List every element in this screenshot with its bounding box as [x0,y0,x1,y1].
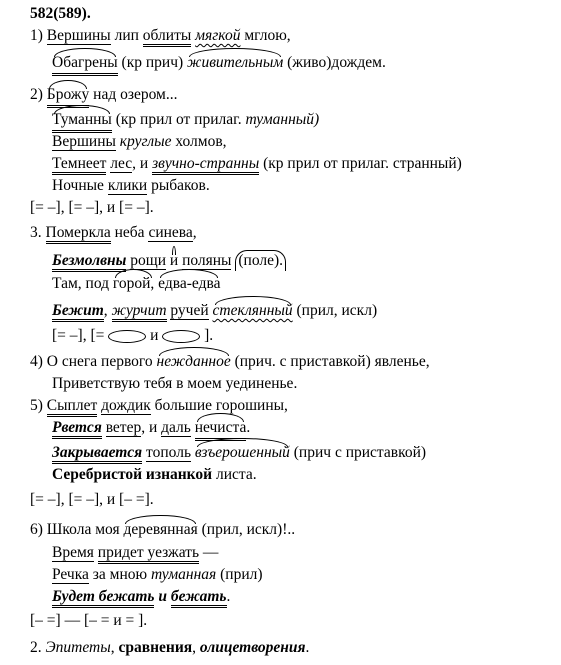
note: (прил, искл) [296,302,378,319]
punct: . [305,639,310,656]
word: , и [141,419,158,436]
sentence-4-line-1 [30,352,430,372]
sentence-5-line-1 [30,396,288,416]
predicate: Брожу [47,85,89,108]
attribute: круглые [119,133,172,150]
note: (прил) [220,566,263,583]
sentence-6-line-1 [30,520,295,540]
sentence-6-line-2 [52,543,218,563]
predicate: звучно-странны [152,155,259,175]
predicate: журчит [112,302,167,322]
word: (поле). [235,250,286,271]
subject: рощи [130,252,167,269]
sentence-2-line-4 [52,154,462,174]
subject: поляны [182,252,232,269]
sentence-2-line-2 [52,110,319,133]
note: (прич. с приставкой) явленье, [234,353,430,370]
sentence-3-line-4: Бежит, журчит ручей стеклянный (прил, искл) [52,301,377,321]
item-number: 2) [30,86,43,103]
note: туманный) [245,111,320,128]
sentence-3-scheme [52,326,213,346]
subject: Речка [52,566,89,583]
word: Там, под [52,275,110,292]
word: большие горошины, [154,397,288,414]
scheme-text: [= –], [= [52,327,105,344]
attribute: нежданное [156,353,231,370]
word: и [158,588,167,605]
predicate: Бежит [52,302,104,322]
sentence-3-line-3 [52,274,220,294]
sentence-6-scheme: [– =] — [– = и = ]. [30,612,148,629]
attribute: мягкой [195,27,241,44]
term: сравнения [118,639,193,656]
sentence-6-line-3 [52,565,263,585]
predicate: Безмолвны [52,252,126,272]
subject: синева [148,224,193,241]
word: за мною [92,566,148,583]
sentence-2-scheme: [= –], [= –], и [= –]. [30,199,154,216]
sentence-3-line-2 [52,250,286,271]
word: рыбаков. [151,177,210,194]
predicate: Будет бежать [52,588,154,608]
attribute: стеклянный [212,302,293,319]
word: горой, [112,275,155,292]
sentence-5-line-2: Рвется ветер, и даль нечиста. [52,418,250,441]
term: олицетворения [199,639,306,656]
sentence-4-line-2: Приветствую тебя в моем уединенье. [52,375,298,392]
note: (кр прич) [121,54,184,71]
word: неба [114,224,145,241]
dash: — [202,544,219,561]
subject: лес [110,155,133,172]
word: едва-едва [158,275,221,292]
subject: Время [52,544,94,561]
word: мглою, [244,27,291,44]
predicate: облиты [143,27,191,47]
sentence-2-line-5 [52,176,210,196]
phrase-bold: Серебристой изнанкой [52,466,213,483]
sentence-5-line-4 [52,465,257,485]
scheme-text: и [150,327,159,344]
predicate: Сыплет [47,397,97,417]
word: листа. [215,466,257,483]
exercise-number: 582(589). [30,5,91,22]
subject: клики [107,177,148,194]
sentence-6-line-4: Будет бежать и бежать. [52,587,230,607]
punct: , [110,639,115,656]
word: (живо)дождем. [287,54,386,71]
sentence-1-line-2 [52,53,386,76]
note: (прил, искл)!.. [201,521,296,538]
predicate: Рвется [52,419,102,439]
predicate: нечиста [195,418,247,441]
predicate: Померкла [46,224,111,244]
word: О снега первого [46,353,153,370]
item-number: 2. [30,639,42,656]
item-number: 3. [30,224,42,241]
term: Эпитеты [45,639,111,656]
subject: дождик [101,397,151,414]
attribute: взъерошенный [194,444,290,461]
subject: даль [161,419,191,436]
punct: , [192,639,197,656]
word: холмов, [175,133,227,150]
predicate: придет уезжать [98,544,199,564]
sentence-1-line-1 [30,26,291,46]
sentence-3-line-1: 3. Померкла неба синева, [30,223,197,243]
predicate: бежать [171,588,227,608]
attribute: живительным [187,54,284,71]
sentence-2-line-3 [52,132,227,152]
subject: ветер [105,419,142,436]
word: и [169,252,179,269]
item-number: 6) [30,521,43,538]
note: (прич с приставкой) [293,444,427,461]
ellipse-mark [162,330,200,343]
subject: тополь [146,444,192,461]
word: Ночные [52,177,104,194]
subject: Вершины [52,133,116,150]
ellipse-mark [108,330,146,343]
predicate: Туманны [52,110,112,133]
word: , и [132,155,149,172]
scheme-text: ]. [204,327,214,344]
note: (кр прил от прилаг. [115,111,242,128]
sentence-2-line-1 [30,85,177,108]
answer-line [30,638,309,658]
item-number: 5) [30,397,43,414]
sentence-5-line-3 [52,443,426,463]
item-number: 4) [30,353,43,370]
sentence-5-scheme: [= –], [= –], и [– =]. [30,491,154,508]
subject: Вершины [46,27,111,44]
predicate: Обагрены [52,53,118,76]
predicate: Закрывается [52,444,142,464]
item-number: 1) [30,27,43,44]
word: Школа моя [46,521,120,538]
predicate: Темнеет [52,155,106,175]
note: (кр прил от прилаг. странный) [263,155,462,172]
word: над озером... [93,86,178,103]
word: лип [114,27,139,44]
attribute: туманная [150,566,217,583]
subject: ручей [170,302,209,319]
attribute: деревянная [123,521,198,538]
